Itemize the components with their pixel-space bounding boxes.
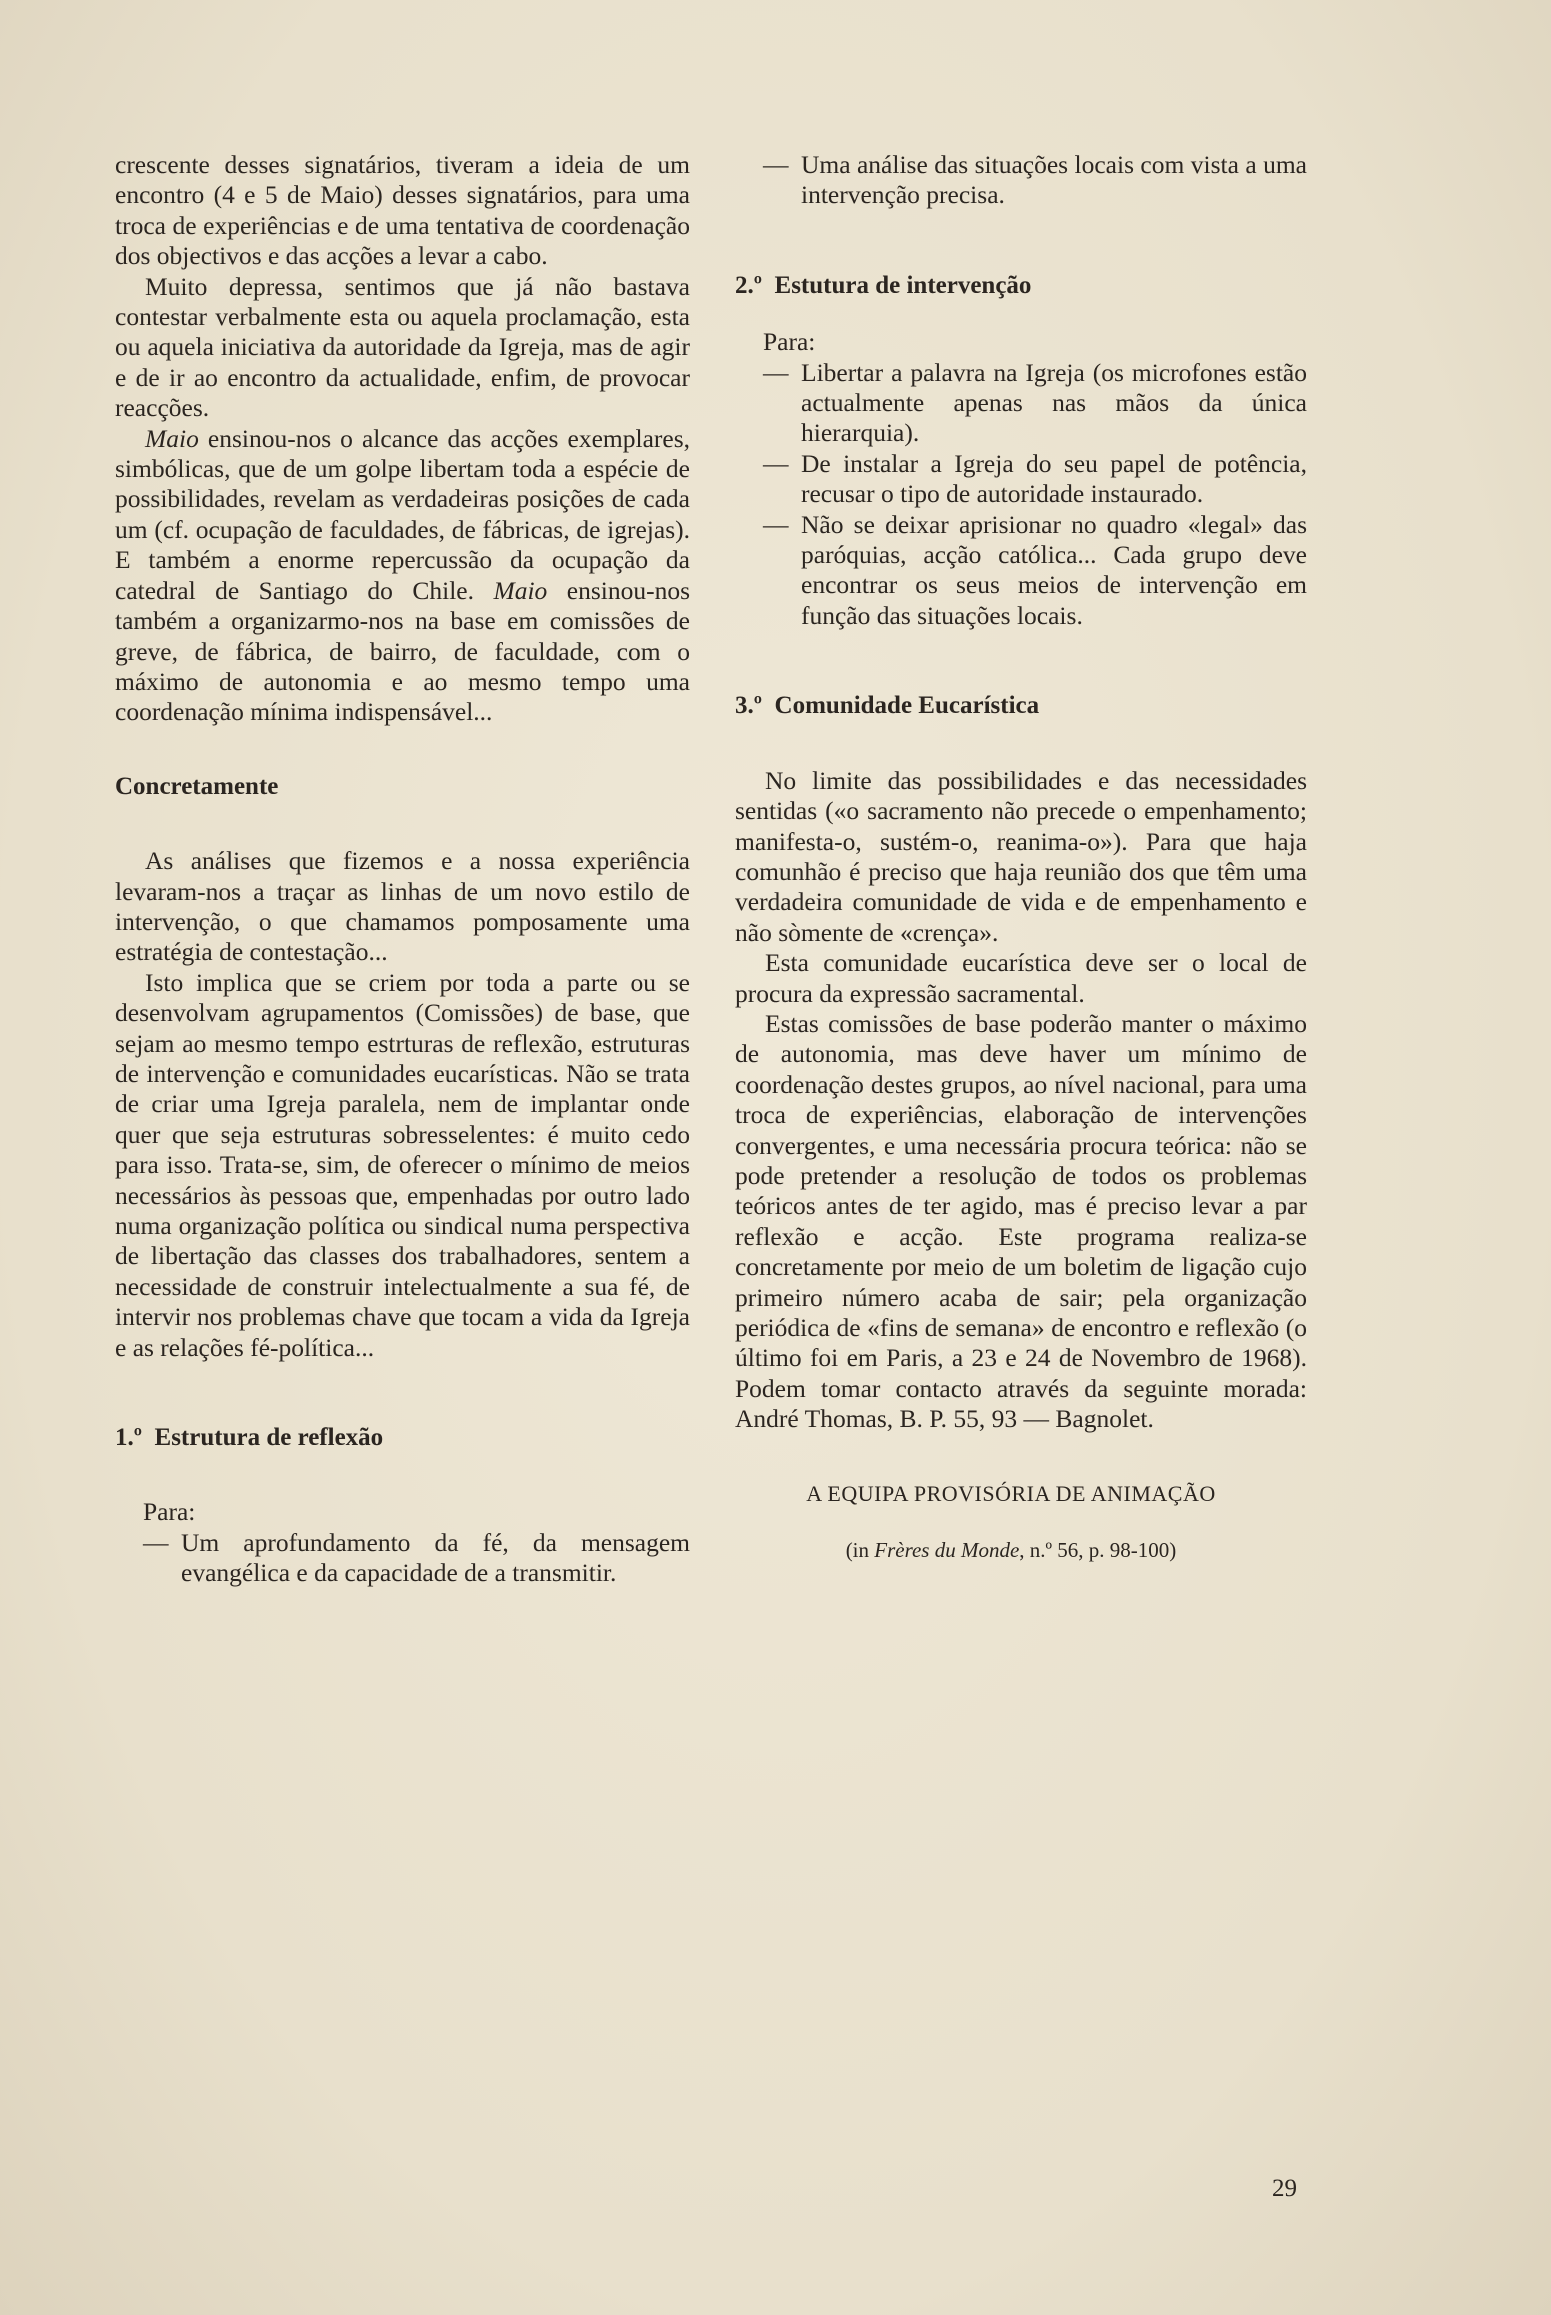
paragraph xyxy=(115,424,690,728)
dash-marker: — xyxy=(763,509,789,539)
emphasis: Maio xyxy=(493,575,548,605)
section-heading xyxy=(735,691,1307,721)
page-number: 29 xyxy=(1272,2175,1297,2202)
text-run: , n.º 56, p. 98-100) xyxy=(1019,1538,1177,1563)
text-run: (in xyxy=(845,1538,875,1563)
section-number: 3.º xyxy=(735,692,763,720)
paragraph: crescente desses signatários, tiveram a ideia de um encontro (4 e 5 de Maio) desses signatários, para uma troca de experiências e de uma tentativa de coordenação dos objectivos e das acções a levar a cabo. xyxy=(115,150,690,271)
section-title: Estutura de intervenção xyxy=(774,271,1032,299)
paragraph: As análises que fizemos e a nossa experiência levaram-nos a traçar as linhas de um novo estilo de intervenção, o que chamamos pomposamente uma estratégia de contestação... xyxy=(115,846,690,967)
list-item-text: De instalar a Igreja do seu papel de potência, recusar o tipo de autoridade instaurado. xyxy=(801,448,1307,509)
para-label: Para: xyxy=(143,1497,196,1527)
paragraph: Estas comissões de base poderão manter o máximo de autonomia, mas deve haver um mínimo de coordenação destes grupos, ao nível nacional, para uma troca de experiências, elaboração de intervenções convergentes, e uma necessária procura teórica: não se pode pretender a resolução de todos os problemas teóricos antes de ter agido, mas é preciso levar a par reflexão e acção. Este programa realiza-se concretamente por meio de um boletim de ligação cujo primeiro número acaba de sair; pela organização periódica de «fins de semana» de encontro e reflexão (o último foi em Paris, a 23 e 24 de Novembro de 1968). Podem tomar contacto através da seguinte morada: André Thomas, B. P. 55, 93 — Bagnolet. xyxy=(735,1008,1307,1434)
paragraph: No limite das possibilidades e das necessidades sentidas («o sacramento não precede o empenhamento; manifesta-o, sustém-o, reanima-o»). Para que haja comunhão é preciso que haja reunião dos que têm uma verdadeira comunidade de vida e de empenhamento e não sòmente de «crença». xyxy=(735,765,1307,947)
section-number: 2.º xyxy=(735,271,763,299)
list-item xyxy=(143,1528,690,1589)
list-item xyxy=(763,150,1307,211)
signature: A EQUIPA PROVISÓRIA DE ANIMAÇÃO xyxy=(806,1480,1216,1506)
emphasis: Frères du Monde xyxy=(874,1538,1020,1563)
section-number: 1.º xyxy=(115,1424,143,1452)
list-item-text: Um aprofundamento da fé, da mensagem evangélica e da capacidade de a transmitir. xyxy=(181,1527,690,1588)
emphasis: Maio xyxy=(145,423,199,453)
section-heading xyxy=(115,1423,690,1453)
paragraph: Esta comunidade eucarística deve ser o local de procura da expressão sacramental. xyxy=(735,948,1307,1008)
right-column xyxy=(735,150,1307,1565)
list-item-text: Não se deixar aprisionar no quadro «legal» das paróquias, acção católica... Cada grupo deve encontrar os seus meios de intervenção em função das situações locais. xyxy=(801,509,1307,630)
section-heading xyxy=(735,271,1307,301)
left-column xyxy=(115,150,690,1589)
citation xyxy=(715,1535,1307,1565)
section-title: Comunidade Eucarística xyxy=(774,692,1040,720)
dash-marker: — xyxy=(763,448,789,478)
text-run: ensinou-nos o alcance das acções exemplares, simbólicas, que de um golpe libertam toda a espécie de possibilidades, revelam as verdadeiras posições de cada um (cf. ocupação de faculdades, de fábricas, de igrejas). E também a enorme repercussão da ocupação da catedral de Santiago do Chile. xyxy=(115,423,690,605)
paragraph: Muito depressa, sentimos que já não bastava contestar verbalmente esta ou aquela proclamação, esta ou aquela iniciativa da autoridade da Igreja, mas de agir e de ir ao encontro da actualidade, enfim, de provocar reacções. xyxy=(115,271,690,423)
text-run: ensinou-nos também a organizarmo-nos na base em comissões de greve, de fábrica, de bairro, de faculdade, com o máximo de autonomia e ao mesmo tempo uma coordenação mínima indispensável... xyxy=(115,575,690,727)
dash-marker: — xyxy=(763,150,789,179)
list-item xyxy=(763,449,1307,510)
list-item xyxy=(763,510,1307,632)
dash-marker: — xyxy=(143,1527,169,1557)
dash-marker: — xyxy=(763,357,789,387)
section-heading: Concretamente xyxy=(115,772,279,800)
para-label: Para: xyxy=(763,327,816,357)
list-item xyxy=(763,358,1307,449)
paragraph: Isto implica que se criem por toda a parte ou se desenvolvam agrupamentos (Comissões) de base, que sejam ao mesmo tempo estrturas de reflexão, estruturas de intervenção e comunidades eucarísticas. Não se trata de criar uma Igreja paralela, nem de implantar onde quer que seja estruturas sobresselentes: é muito cedo para isso. Trata-se, sim, de oferecer o mínimo de meios necessários às pessoas que, empenhadas por outro lado numa organização política ou sindical numa perspectiva de libertação das classes dos trabalhadores, sentem a necessidade de construir intelectualmente a sua fé, de intervir nos problemas chave que tocam a vida da Igreja e as relações fé-política... xyxy=(115,967,690,1362)
list-item-text: Uma análise das situações locais com vista a uma intervenção precisa. xyxy=(801,150,1307,210)
list-item-text: Libertar a palavra na Igreja (os microfones estão actualmente apenas nas mãos da única hierarquia). xyxy=(801,357,1307,448)
section-title: Estrutura de reflexão xyxy=(154,1424,384,1452)
